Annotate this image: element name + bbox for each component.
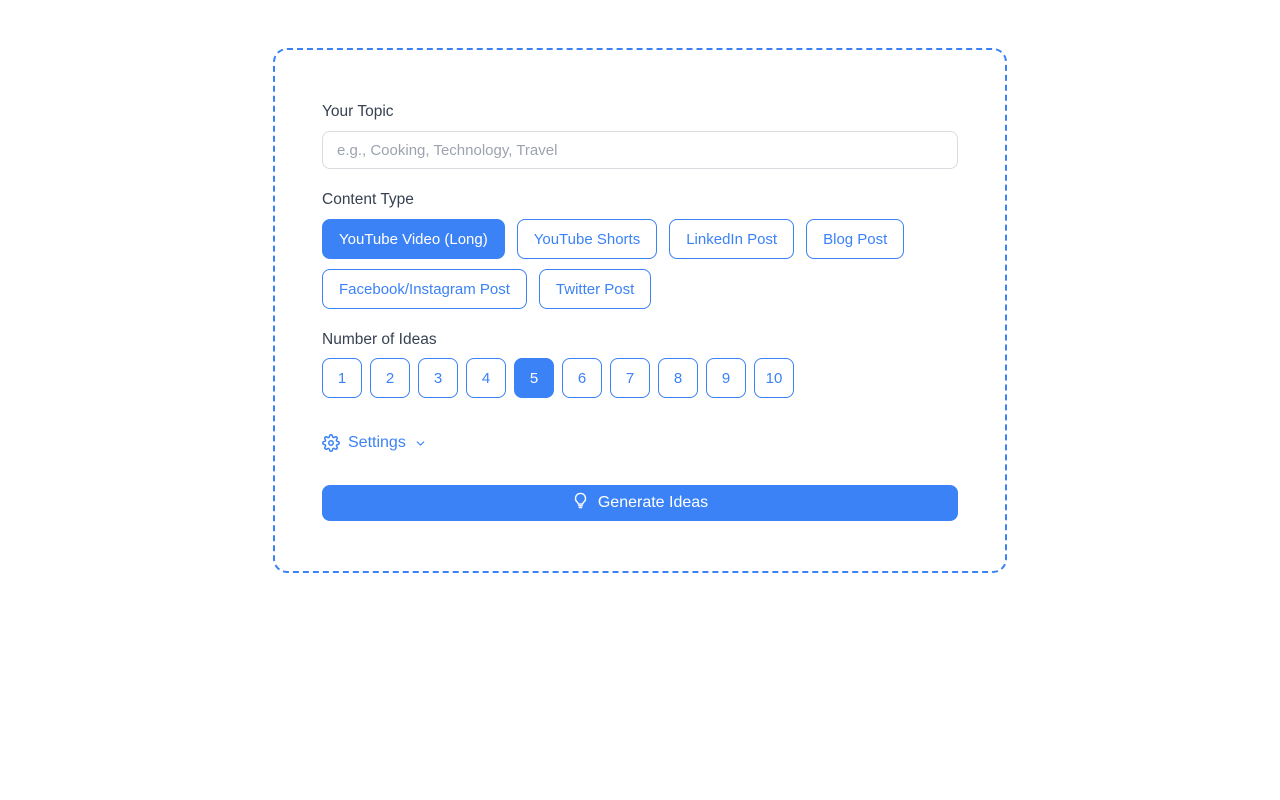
number-of-ideas-options <box>322 358 958 398</box>
content-type-label: Content Type <box>322 191 414 208</box>
number-of-ideas-option[interactable]: 10 <box>754 358 794 398</box>
generate-ideas-label: Generate Ideas <box>597 494 709 511</box>
number-of-ideas-option[interactable]: 7 <box>610 358 650 398</box>
number-of-ideas-field <box>322 330 958 398</box>
gear-icon <box>322 434 340 452</box>
number-of-ideas-option[interactable]: 1 <box>322 358 362 398</box>
idea-generator-card <box>273 48 1007 573</box>
content-type-option[interactable]: LinkedIn Post <box>669 219 794 259</box>
content-type-option[interactable]: YouTube Video (Long) <box>322 219 505 259</box>
content-type-option[interactable]: Facebook/Instagram Post <box>322 269 527 309</box>
number-of-ideas-option[interactable]: 8 <box>658 358 698 398</box>
content-type-option[interactable]: Twitter Post <box>539 269 651 309</box>
number-of-ideas-label: Number of Ideas <box>322 331 437 348</box>
content-type-field <box>322 190 958 309</box>
number-of-ideas-option[interactable]: 4 <box>466 358 506 398</box>
content-type-option[interactable]: Blog Post <box>806 219 904 259</box>
chevron-down-icon <box>414 437 427 450</box>
number-of-ideas-option[interactable]: 3 <box>418 358 458 398</box>
number-of-ideas-option[interactable]: 6 <box>562 358 602 398</box>
topic-input[interactable] <box>322 131 958 169</box>
settings-label: Settings <box>348 434 406 451</box>
number-of-ideas-option[interactable]: 5 <box>514 358 554 398</box>
generate-ideas-button[interactable] <box>322 485 958 521</box>
topic-field <box>322 102 958 169</box>
content-type-options <box>322 219 958 309</box>
content-type-option[interactable]: YouTube Shorts <box>517 219 657 259</box>
lightbulb-icon <box>572 492 589 514</box>
number-of-ideas-option[interactable]: 9 <box>706 358 746 398</box>
settings-toggle[interactable] <box>322 434 427 452</box>
topic-label: Your Topic <box>322 103 394 120</box>
number-of-ideas-option[interactable]: 2 <box>370 358 410 398</box>
